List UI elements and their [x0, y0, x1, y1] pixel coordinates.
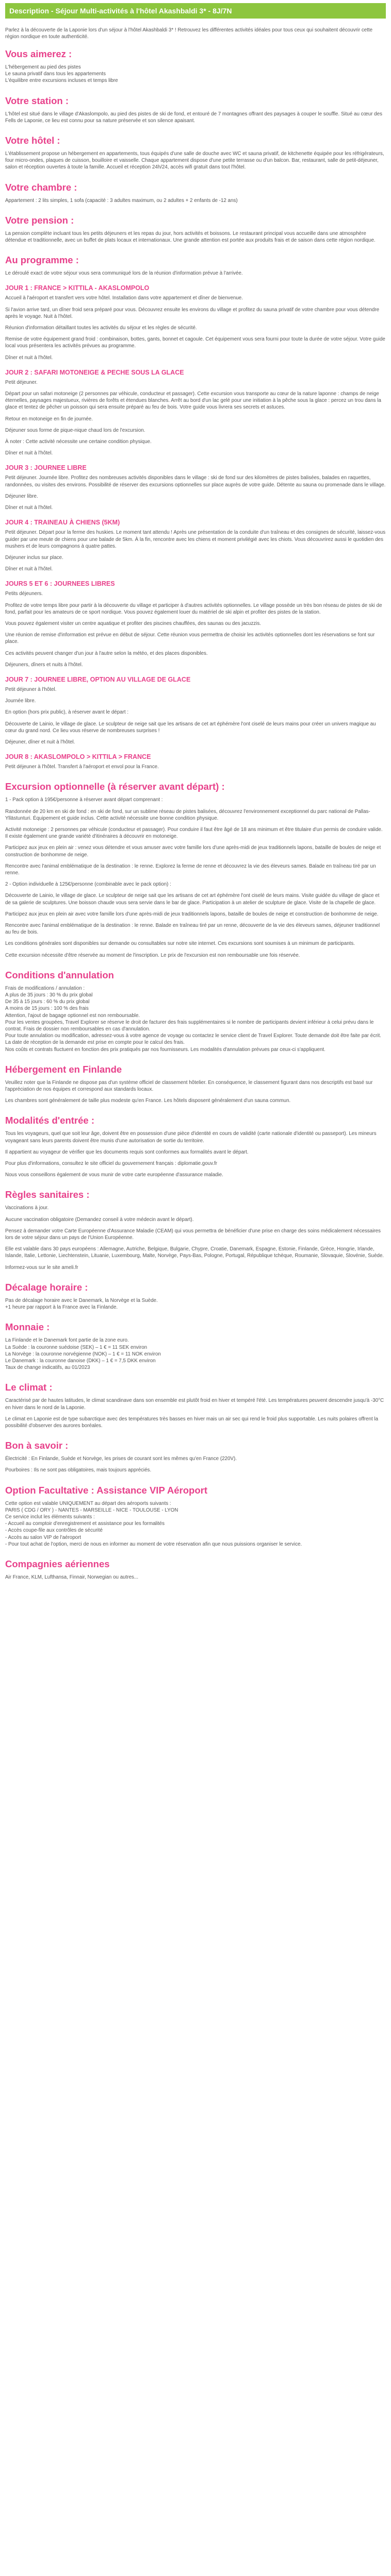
day-text: Petit déjeuner à l'hôtel. Transfert à l'aéroport et envol pour la France. — [5, 764, 159, 770]
excursions-text: Rencontre avec l'animal emblématique de la destination : le renne. Explorez la ferme de renne et découvrez la vie des éleveurs sames. Balade en traîneau tiré par un renne. — [5, 863, 376, 876]
day-text: Déjeuner, dîner et nuit à l'hôtel. — [5, 739, 75, 745]
programme-day — [5, 464, 386, 511]
excursions-text: Participez aux jeux en plein air avec votre famille lors d'une après-midi de jeux traditionnels lapons, bataille de boules de neige et construction de bonhomme de neige. — [5, 911, 379, 917]
conditions-body — [5, 985, 386, 1053]
monnaie-section — [5, 1321, 386, 1371]
climat-heading: Le climat : — [5, 1382, 53, 1393]
section-heading: Votre pension : — [5, 214, 74, 226]
section-text: La pension complète incluant tous les petits déjeuners et les repas du jour, hors activités et boissons. Le restaurant principal vous accueille dans une atmosphère détendue et traditionnelle, avec un buffet de plats locaux et internationaux. Une grande attention est portée aux produits frais et de saison dans cette région nordique. — [5, 230, 376, 244]
assistance-section — [5, 1485, 386, 1548]
info-section — [5, 135, 386, 171]
day-text: Petit déjeuner. Journée libre. Profitez des nombreuses activités disponibles dans le village : ski de fond sur des kilomètres de pistes balisées, balades en raquettes, randonnées, ou visites des environs. Possibilité de réserver des excursions optionnelles sur place auprès de votre guide. Détente au sauna ou promenade dans le village. — [5, 475, 386, 488]
day-text: Accueil à l'aéroport et transfert vers votre hôtel. Installation dans votre appartement et dîner de bienvenue. — [5, 295, 243, 301]
excursions-text: Découverte de Lainio, le village de glace. Le sculpteur de neige sait que les artisans de cet art éphémère l'ont ciselé de leurs mains. Visite guidée du village de glace et de sa galerie de sculptures. Une boisson chaude vous sera servie dans le bar de glace. Participation à un atelier de sculpture de glace. Visite de la chapelle de glace. — [5, 893, 380, 906]
excursions-heading: Excursion optionnelle (à réserver avant départ) : — [5, 781, 225, 792]
day-text: Vous pouvez également visiter un centre aquatique et profiter des piscines chauffées, des saunas ou des jacuzzis. — [5, 620, 261, 626]
climat-section — [5, 1382, 386, 1429]
section-text: L'hébergement au pied des pistes — [5, 64, 81, 70]
excursions-section — [5, 781, 386, 958]
day-text: Dîner et nuit à l'hôtel. — [5, 566, 53, 572]
section-text: L'établissement propose un hébergement en appartements, tous équipés d'une salle de douche avec WC et sauna privatif, de kitchenette équipée pour les réfrigérateurs, four micro-ondes, plaques de cuisson, bouilloire et vaisselle. Chaque appartement dispose d'une petite terrasse ou d'un balcon. Bar, restaurant, salle de petit-déjeuner, salon et réception ouvertes à toute la famille. Accueil et réception 24h/24, accès wifi gratuit dans tout l'hôtel. — [5, 151, 384, 171]
decalage-heading: Décalage horaire : — [5, 1281, 88, 1293]
savoir-text: Électricité : En Finlande, Suède et Norvège, les prises de courant sont les mêmes qu'en France (220V). — [5, 1456, 237, 1462]
day-text: Une réunion de remise d'information est prévue en début de séjour. Cette réunion vous permettra de choisir les activités optionnelles dont les réservations se font sur place. — [5, 632, 375, 645]
section-text: Appartement : 2 lits simples, 1 sofa (capacité : 3 adultes maximum, ou 2 adultes + 2 enfants de -12 ans) — [5, 197, 238, 204]
assistance-text: - Accès coupe-file aux contrôles de sécurité — [5, 1528, 103, 1534]
day-text: Dîner et nuit à l'hôtel. — [5, 450, 53, 456]
climat-text: Le climat en Laponie est de type subarctique avec des températures très basses en hiver mais un air sec qui rend le froid plus supportable. Les nuits polaires offrent la possibilité d'observer des aurores boréales. — [5, 1416, 379, 1429]
savoir-heading: Bon à savoir : — [5, 1440, 69, 1451]
day-text: En option (hors prix public), à réserver avant le départ : — [5, 709, 129, 716]
day-title: JOUR 3 : JOURNEE LIBRE — [5, 464, 87, 472]
assistance-body — [5, 1500, 386, 1548]
decalage-text: Pas de décalage horaire avec le Danemark, la Norvège et la Suède. — [5, 1297, 158, 1303]
programme-section — [5, 255, 386, 770]
day-text: Petits déjeuners. — [5, 591, 43, 597]
programme-days — [5, 284, 386, 770]
savoir-section — [5, 1440, 386, 1473]
section-text: L'hôtel est situé dans le village d'Akaslompolo, au pied des pistes de ski de fond, et entouré de 7 montagnes offrant des paysages à couper le souffle. Situé au cœur des Fells de Laponie, ce lieu est connu pour sa nature préservée et son silence apaisant. — [5, 111, 382, 124]
day-text: Réunion d'information détaillant toutes les activités du séjour et les règles de sécurité. — [5, 325, 197, 331]
conditions-text: Pour toute annulation ou modification, adressez-vous à votre agence de voyage ou contactez le service client de Travel Explorer. Toute demande doit être faite par écrit. La date de réception de la demande est prise en compte pour le calcul des frais. — [5, 1033, 382, 1046]
sanitaires-section — [5, 1189, 386, 1270]
page-title: Description - Séjour Multi-activités à l'hôtel Akashbaldi 3* - 8J/7N — [5, 3, 386, 19]
savoir-text: Pourboires : Ils ne sont pas obligatoires, mais toujours appréciés. — [5, 1467, 152, 1473]
day-text: Déjeuner inclus sur place. — [5, 554, 63, 561]
assistance-heading: Option Facultative : Assistance VIP Aéroport — [5, 1484, 208, 1496]
conditions-text: A moins de 15 jours : 100 % des frais — [5, 1006, 89, 1012]
excursions-text: 2 - Option individuelle à 125€/personne (combinable avec le pack option) : — [5, 882, 171, 888]
sanitaires-text: Pensez à demander votre Carte Européenne d'Assurance Maladie (CEAM) qui vous permettra de bénéficier d'une prise en charge des soins médicalement nécessaires lors de votre séjour dans un pays de l'Union Européenne. — [5, 1228, 381, 1241]
day-text: Petit déjeuner. Départ pour la ferme des huskies. Le moment tant attendu ! Après une présentation de la conduite d'un traîneau et des consignes de sécurité, laissez-vous guider par une meute de chiens pour une balade de 5km. À la fin, rencontre avec les chiens et moment privilégié avec les chiots. Vous découvrirez aussi le quotidien des mushers et de leurs compagnons à quatre pattes. — [5, 530, 386, 549]
day-title: JOUR 2 : SAFARI MOTONEIGE & PECHE SOUS LA GLACE — [5, 368, 184, 376]
monnaie-text: La Suède : la couronne suédoise (SEK) – 1 € = 11 SEK environ — [5, 1344, 148, 1350]
compagnies-heading: Compagnies aériennes — [5, 1558, 110, 1569]
sanitaires-text: Aucune vaccination obligatoire (Demandez conseil à votre médecin avant le départ). — [5, 1216, 194, 1223]
day-text: Petit déjeuner. — [5, 379, 38, 385]
sections-container — [5, 48, 386, 244]
day-text: Petit déjeuner à l'hôtel. — [5, 686, 57, 692]
section-text: L'équilibre entre excursions incluses et temps libre — [5, 78, 118, 84]
decalage-section — [5, 1282, 386, 1311]
decalage-text: +1 heure par rapport à la France avec la Finlande. — [5, 1304, 118, 1311]
hebergement-section — [5, 1064, 386, 1105]
assistance-text: Cette option est valable UNIQUEMENT au départ des aéroports suivants : — [5, 1500, 171, 1506]
sanitaires-text: Informez-vous sur le site ameli.fr — [5, 1264, 78, 1270]
excursions-text: Activité motoneige : 2 personnes par véhicule (conducteur et passager). Pour conduire il faut être âgé de 18 ans minimum et être titulaire d'un permis de conduire valide. Il existe également une grande variété d'itinéraires à découvrir en motoneige. — [5, 826, 383, 840]
modalites-text: Pour plus d'informations, consultez le site officiel du gouvernement français : diplomatie.gouv.fr — [5, 1161, 218, 1167]
modalites-body — [5, 1130, 386, 1178]
conditions-text: Pour les ventes groupées, Travel Explorer se réserve le droit de facturer des frais supplémentaires si le nombre de participants devient inférieur à celui prévu dans le contrat. Frais de dossier non remboursables en cas d'annulation. — [5, 1019, 374, 1032]
programme-day — [5, 753, 386, 770]
day-text: Découverte de Lainio, le village de glace. Le sculpteur de neige sait que les artisans de cet art éphémère l'ont ciselé de leurs mains pour créer un univers magique au cœur du grand nord. Ce lieu vous réserve de nombreuses surprises ! — [5, 721, 376, 734]
hebergement-text: Veuillez noter que la Finlande ne dispose pas d'un système officiel de classement hôtelier. En conséquence, le classement figurant dans nos descriptifs est basé sur l'appréciation de nos équipes et correspond aux standards locaux. — [5, 1079, 373, 1093]
programme-day — [5, 368, 386, 457]
day-text: À noter : Cette activité nécessite une certaine condition physique. — [5, 439, 152, 445]
day-text: Déjeuner sous forme de pique-nique chaud lors de l'excursion. — [5, 427, 145, 433]
day-title: JOURS 5 ET 6 : JOURNEES LIBRES — [5, 580, 115, 588]
programme-day — [5, 284, 386, 361]
excursions-text: Randonnée de 20 km en ski de fond : en ski de fond, sur un sublime réseau de pistes balisées, découvrez l'environnement exceptionnel du parc national de Pallas-Yllästunturi. Équipement et guide inclus. Cette activité nécessite une bonne condition physique. — [5, 808, 370, 821]
day-text: Si l'avion arrive tard, un dîner froid sera préparé pour vous. Découvrez ensuite les environs du village et profitez du sauna privatif de votre chambre pour vous détendre après le voyage. Nuit à l'hôtel. — [5, 307, 380, 319]
assistance-text: PARIS ( CDG / ORY ) - NANTES - MARSEILLE - NICE - TOULOUSE - LYON — [5, 1507, 178, 1513]
hebergement-heading: Hébergement en Finlande — [5, 1063, 122, 1075]
hebergement-text: Les chambres sont généralement de taille plus modeste qu'en France. Les hôtels disposent généralement d'un sauna commun. — [5, 1098, 291, 1104]
day-text: Retour en motoneige en fin de journée. — [5, 416, 93, 422]
monnaie-text: Le Danemark : la couronne danoise (DKK) – 1 € = 7,5 DKK environ — [5, 1358, 156, 1364]
climat-body — [5, 1397, 386, 1429]
decalage-body — [5, 1297, 386, 1311]
modalites-text: Tous les voyageurs, quel que soit leur âge, doivent être en possession d'une pièce d'identité en cours de validité (carte nationale d'identité ou passeport). Les mineurs voyageant sans leurs parents doivent être munis d'une autorisation de sortie du territoire. — [5, 1131, 377, 1144]
day-title: JOUR 4 : TRAINEAU À CHIENS (5KM) — [5, 519, 120, 527]
footer-spacer — [5, 1591, 386, 1612]
programme-intro: Le déroulé exact de votre séjour vous sera communiqué lors de la réunion d'information prévue à l'arrivée. — [5, 270, 243, 277]
section-text: Le sauna privatif dans tous les appartements — [5, 71, 106, 77]
info-section — [5, 215, 386, 244]
sanitaires-text: Elle est valable dans 30 pays européens : Allemagne, Autriche, Belgique, Bulgarie, Chypre, Croatie, Danemark, Espagne, Estonie, Finlande, Grèce, Hongrie, Irlande, Islande, Italie, Lettonie, Liechtenstein, Lituanie, Luxembourg, Malte, Norvège, Pays-Bas, Pologne, Portugal, République tchèque, Roumanie, Slovaquie, Slovénie, Suède. — [5, 1246, 384, 1259]
day-title: JOUR 8 : AKASLOMPOLO > KITTILA > FRANCE — [5, 753, 151, 761]
conditions-text: Nos coûts et contrats fluctuent en fonction des prix pratiqués par nos fournisseurs. Les modalités d'annulation prévues par ceux-ci s'appliquent. — [5, 1046, 325, 1053]
conditions-text: Attention, l'ajout de bagage optionnel est non remboursable. — [5, 1012, 140, 1019]
monnaie-body — [5, 1337, 386, 1371]
modalites-text: Nous vous conseillons également de vous munir de votre carte européenne d'assurance maladie. — [5, 1172, 223, 1178]
modalites-section — [5, 1115, 386, 1178]
conditions-text: A plus de 35 jours : 30 % du prix global — [5, 992, 93, 998]
compagnies-section — [5, 1558, 386, 1581]
section-heading: Votre hôtel : — [5, 135, 60, 146]
monnaie-text: La Norvège : la couronne norvégienne (NOK) – 1 € = 11 NOK environ — [5, 1351, 161, 1357]
intro-text: Parlez à la découverte de la Laponie lors d'un séjour à l'hôtel Akashbaldi 3* ! Retrouvez les différentes activités idéales pour tous ceux qui souhaitent découvrir cette région nordique en toute authenticité. — [5, 27, 373, 40]
excursions-text: Rencontre avec l'animal emblématique de la destination : le renne. Balade en traîneau tiré par un renne, découverte de la vie des éleveurs sames, déjeuner traditionnel au feu de bois. — [5, 923, 380, 936]
conditions-text: De 35 à 15 jours : 60 % du prix global — [5, 999, 90, 1005]
day-text: Déjeuner libre. — [5, 493, 38, 499]
section-heading: Votre chambre : — [5, 181, 77, 193]
day-text: Déjeuners, dîners et nuits à l'hôtel. — [5, 662, 83, 668]
sanitaires-heading: Règles sanitaires : — [5, 1189, 90, 1200]
info-section — [5, 48, 386, 84]
conditions-text: Frais de modifications / annulation : — [5, 985, 85, 991]
conditions-section — [5, 970, 386, 1053]
assistance-text: - Pour tout achat de l'option, merci de nous en informer au moment de votre réservation afin que nous puissions organiser le service. — [5, 1541, 302, 1547]
monnaie-text: Taux de change indicatifs, au 01/2023 — [5, 1365, 90, 1371]
sanitaires-body — [5, 1205, 386, 1270]
modalites-text: Il appartient au voyageur de vérifier que les documents requis sont conformes aux formalités avant le départ. — [5, 1149, 249, 1155]
sanitaires-text: Vaccinations à jour. — [5, 1205, 49, 1211]
excursions-text: Les conditions générales sont disponibles sur demande ou consultables sur notre site internet. Ces excursions sont soumises à un minimum de participants. — [5, 941, 355, 947]
day-text: Journée libre. — [5, 698, 36, 704]
compagnies-text: Air France, KLM, Lufthansa, Finnair, Norwegian ou autres... — [5, 1574, 139, 1580]
day-title: JOUR 1 : FRANCE > KITTILA - AKASLOMPOLO — [5, 284, 150, 292]
compagnies-body — [5, 1574, 386, 1581]
section-heading: Vous aimerez : — [5, 48, 72, 59]
excursions-text: Participez aux jeux en plein air : venez vous détendre et vous amuser avec votre famille lors d'une après-midi de jeux traditionnels lapons, bataille de boules de neige et construction de bonhomme de neige. — [5, 845, 381, 858]
day-text: Départ pour un safari motoneige (2 personnes par véhicule, conducteur et passager). Cette excursion vous transporte au cœur de la nature laponne : champs de neige éternelles, paysages majestueux, rivières de forêts et étendues blanches. Arrêt au bord d'un lac gelé pour une initiation à la pêche sous la glace : percez un trou dans la glace et tentez de pêcher un poisson qui sera ensuite préparé au feu de bois. Votre guide vous livrera ses secrets et astuces. — [5, 391, 381, 411]
day-text: Dîner et nuit à l'hôtel. — [5, 505, 53, 511]
day-text: Dîner et nuit à l'hôtel. — [5, 354, 53, 361]
info-section — [5, 95, 386, 124]
programme-day — [5, 518, 386, 572]
assistance-text: - Accès au salon VIP de l'aéroport — [5, 1534, 82, 1540]
day-title: JOUR 7 : JOURNEE LIBRE, OPTION AU VILLAGE DE GLACE — [5, 675, 191, 683]
conditions-heading: Conditions d'annulation — [5, 969, 114, 980]
info-section — [5, 182, 386, 204]
assistance-text: - Accueil au comptoir d'enregistrement et assistance pour les formalités — [5, 1521, 165, 1527]
day-text: Ces activités peuvent changer d'un jour à l'autre selon la météo, et des places disponibles. — [5, 650, 208, 656]
programme-day — [5, 580, 386, 668]
day-text: Profitez de votre temps libre pour partir à la découverte du village et participer à d'autres activités optionnelles. Le village possède un très bon réseau de pistes de ski de fond, parfait pour les amateurs de ce sport nordique. Vous pouvez également louer du matériel de ski alpin et profiter des pistes de la station. — [5, 602, 382, 615]
savoir-body — [5, 1455, 386, 1473]
excursions-body — [5, 796, 386, 958]
modalites-heading: Modalités d'entrée : — [5, 1115, 94, 1126]
monnaie-text: La Finlande et le Danemark font partie de la zone euro. — [5, 1337, 129, 1344]
excursions-text: Cette excursion nécessite d'être réservée au moment de l'inscription. Le prix de l'excursion est non remboursable une fois réservée. — [5, 952, 300, 958]
day-text: Remise de votre équipement grand froid : combinaison, bottes, gants, bonnet et cagoule. Cet équipement vous sera fourni pour toute la durée de votre séjour. Votre guide local vous présentera les activités prévues au programme. — [5, 336, 385, 349]
hebergement-body — [5, 1079, 386, 1105]
excursions-text: 1 - Pack option à 195€/personne à réserver avant départ comprenant : — [5, 797, 163, 803]
programme-day — [5, 675, 386, 745]
monnaie-heading: Monnaie : — [5, 1321, 50, 1333]
section-heading: Votre station : — [5, 95, 69, 106]
programme-heading: Au programme : — [5, 255, 79, 266]
assistance-text: Ce service inclut les éléments suivants : — [5, 1514, 95, 1520]
climat-text: Caractérisé par de hautes latitudes, le climat scandinave dans son ensemble est plutôt froid en hiver et tempéré l'été. Les températures peuvent descendre jusqu'à -30°C en hiver dans le nord de la Laponie. — [5, 1398, 384, 1411]
